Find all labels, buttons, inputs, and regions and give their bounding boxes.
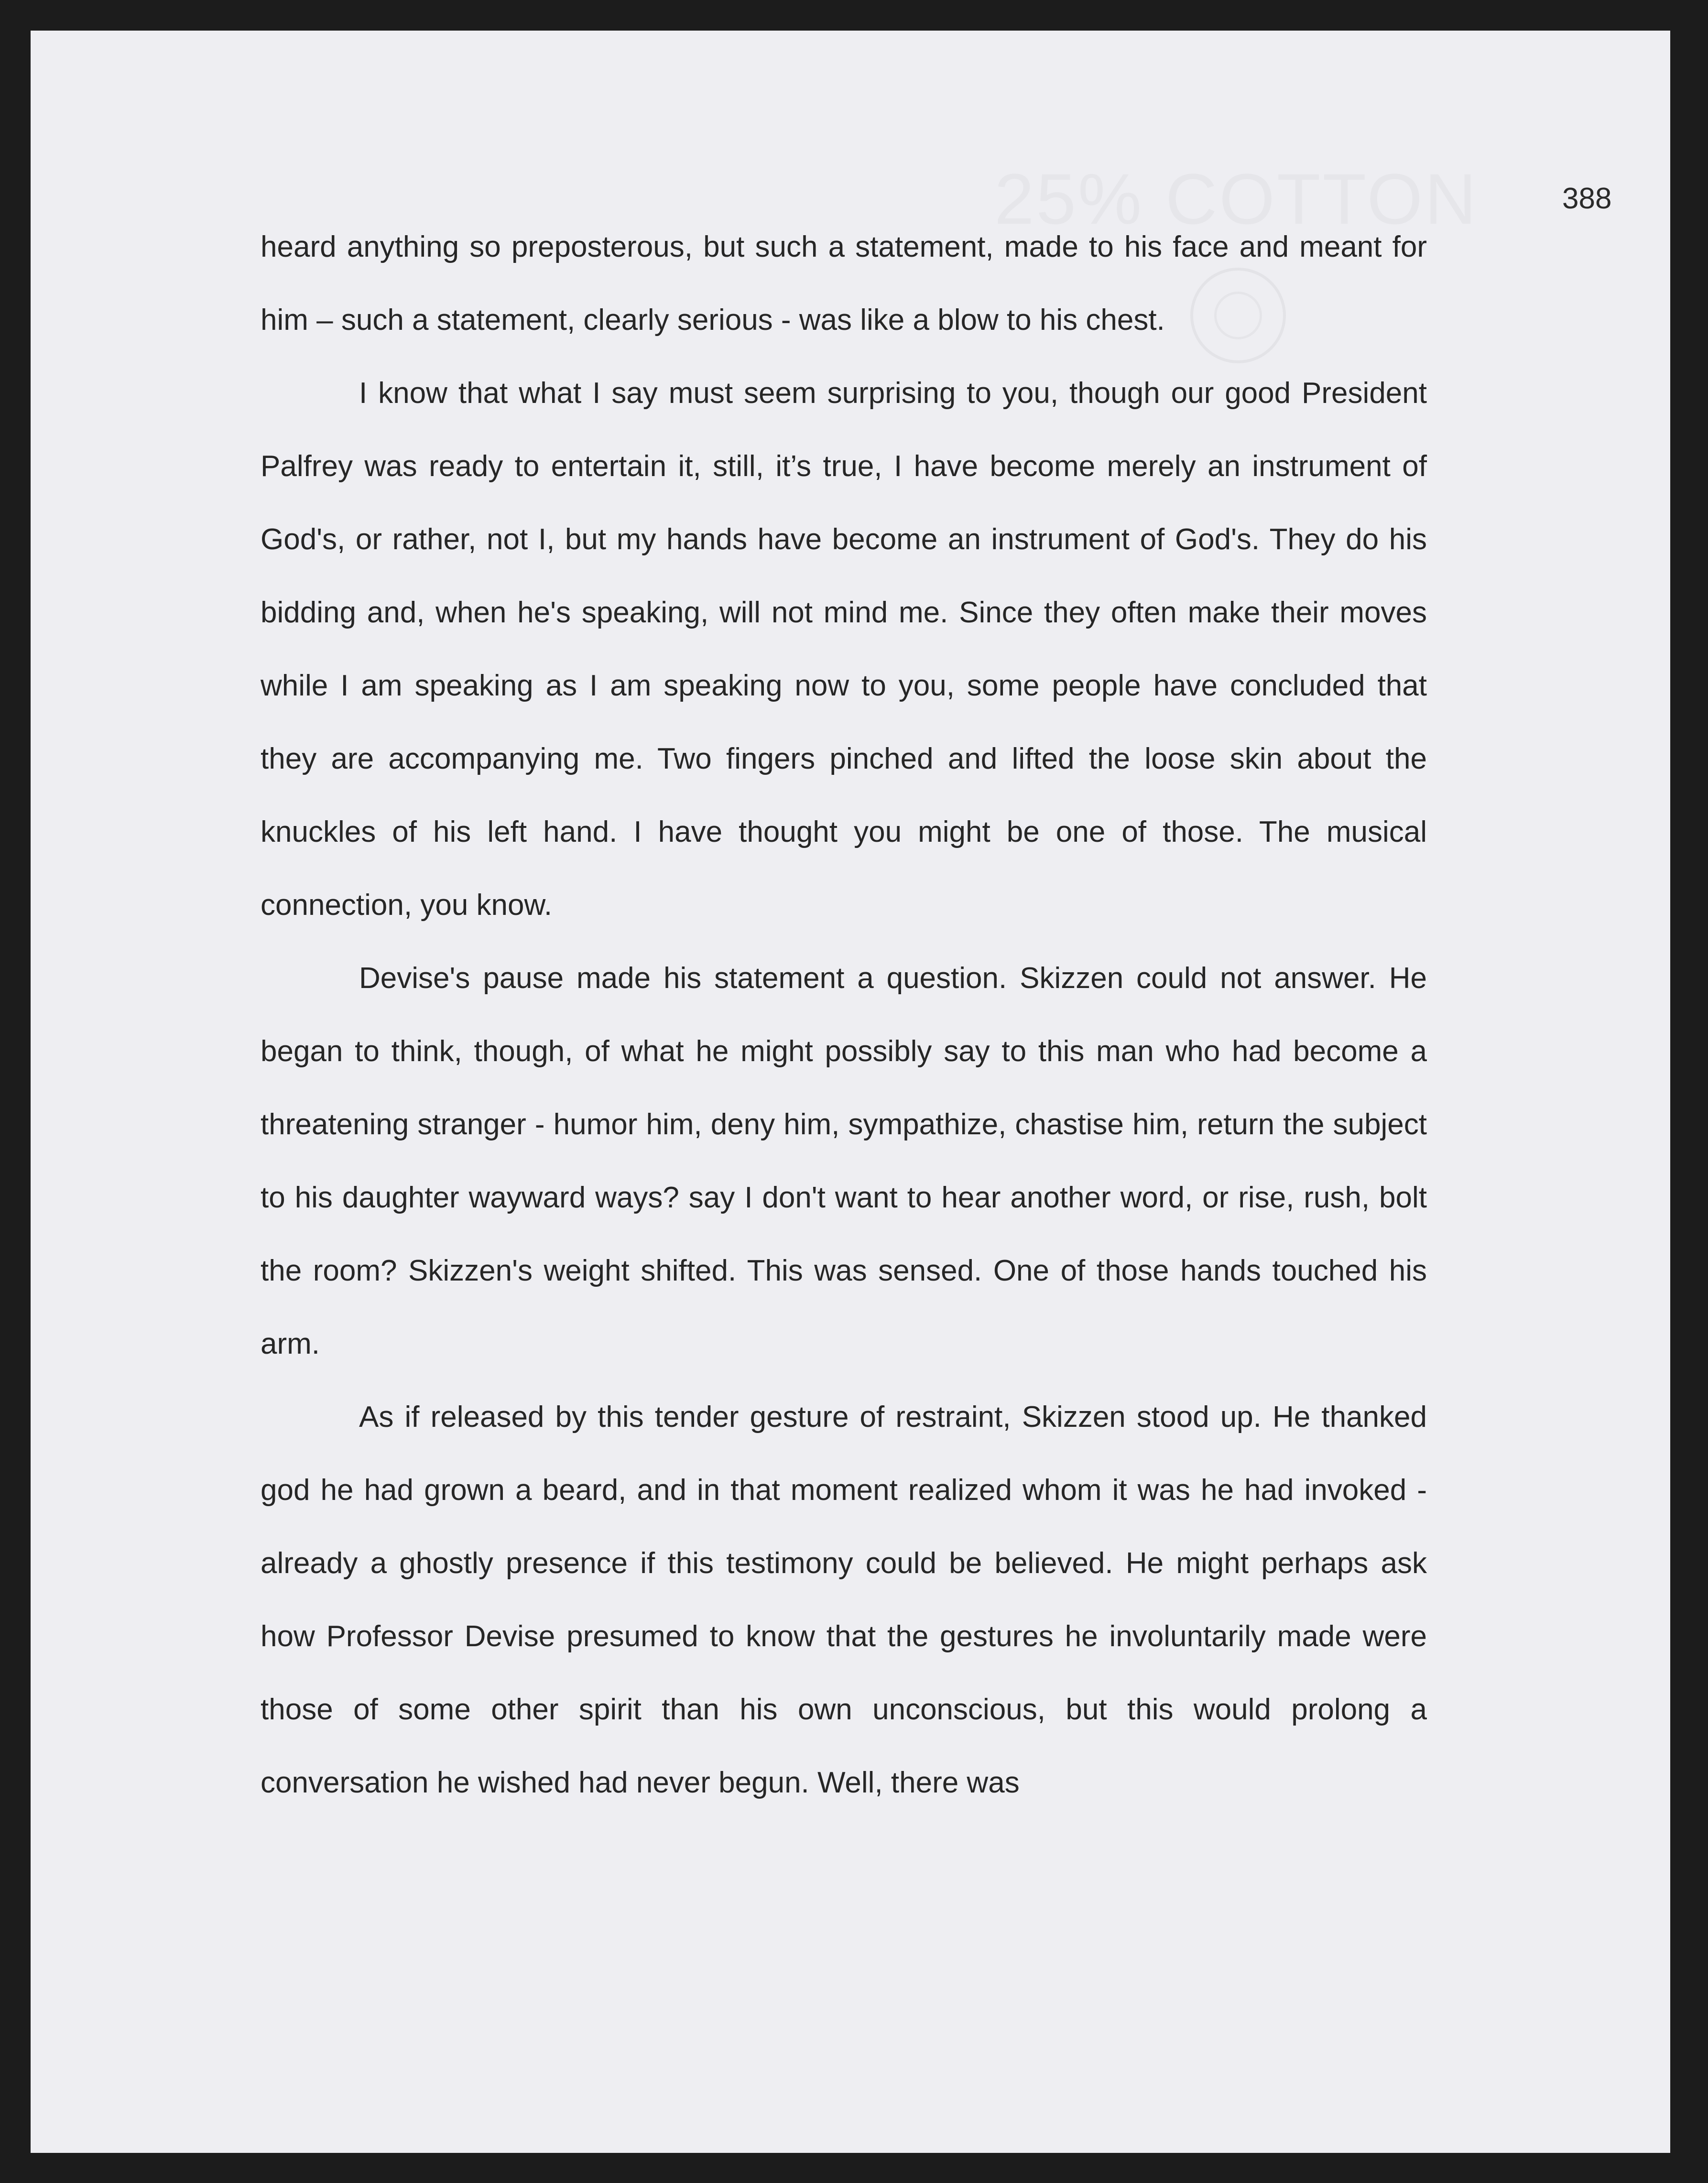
page-number: 388 [1562, 182, 1612, 215]
paragraph-4: As if released by this tender gesture of restraint, Skizzen stood up. He thanked god he had grown a beard, and in that moment realized whom it was he had invoked - already a ghostly presence if this testimony could be believed. He might perhaps ask how Professor Devise presumed to know that the gestures he involuntarily made were those of some other spirit than his own unconscious, but this would prolong a conversation he wished had never begun. Well, there was [261, 1401, 1427, 1799]
manuscript-body [261, 210, 1427, 1819]
paragraph-3: Devise's pause made his statement a question. Skizzen could not answer. He began to think, though, of what he might possibly say to this man who had become a threatening stranger - humor him, deny him, sympathize, chastise him, return the subject to his daughter wayward ways? say I don't want to hear another word, or rise, rush, bolt the room? Skizzen's weight shifted. This was sensed. One of those hands touched his arm. [261, 962, 1427, 1360]
paper-watermark: 25% COTTON [994, 159, 1479, 239]
paragraph-1: heard anything so preposterous, but such a statement, made to his face and meant for him – such a statement, clearly serious - was like a blow to his chest. [261, 230, 1427, 337]
paragraph-2: I know that what I say must seem surprising to you, though our good President Palfrey was ready to entertain it, still, it’s true, I have become merely an instrument of God's, or rather, not I, but my hands have become an instrument of God's. They do his bidding and, when he's speaking, will not mind me. Since they often make their moves while I am speaking as I am speaking now to you, some people have concluded that they are accompanying me. Two fingers pinched and lifted the loose skin about the knuckles of his left hand. I have thought you might be one of those. The musical connection, you know. [261, 377, 1427, 922]
